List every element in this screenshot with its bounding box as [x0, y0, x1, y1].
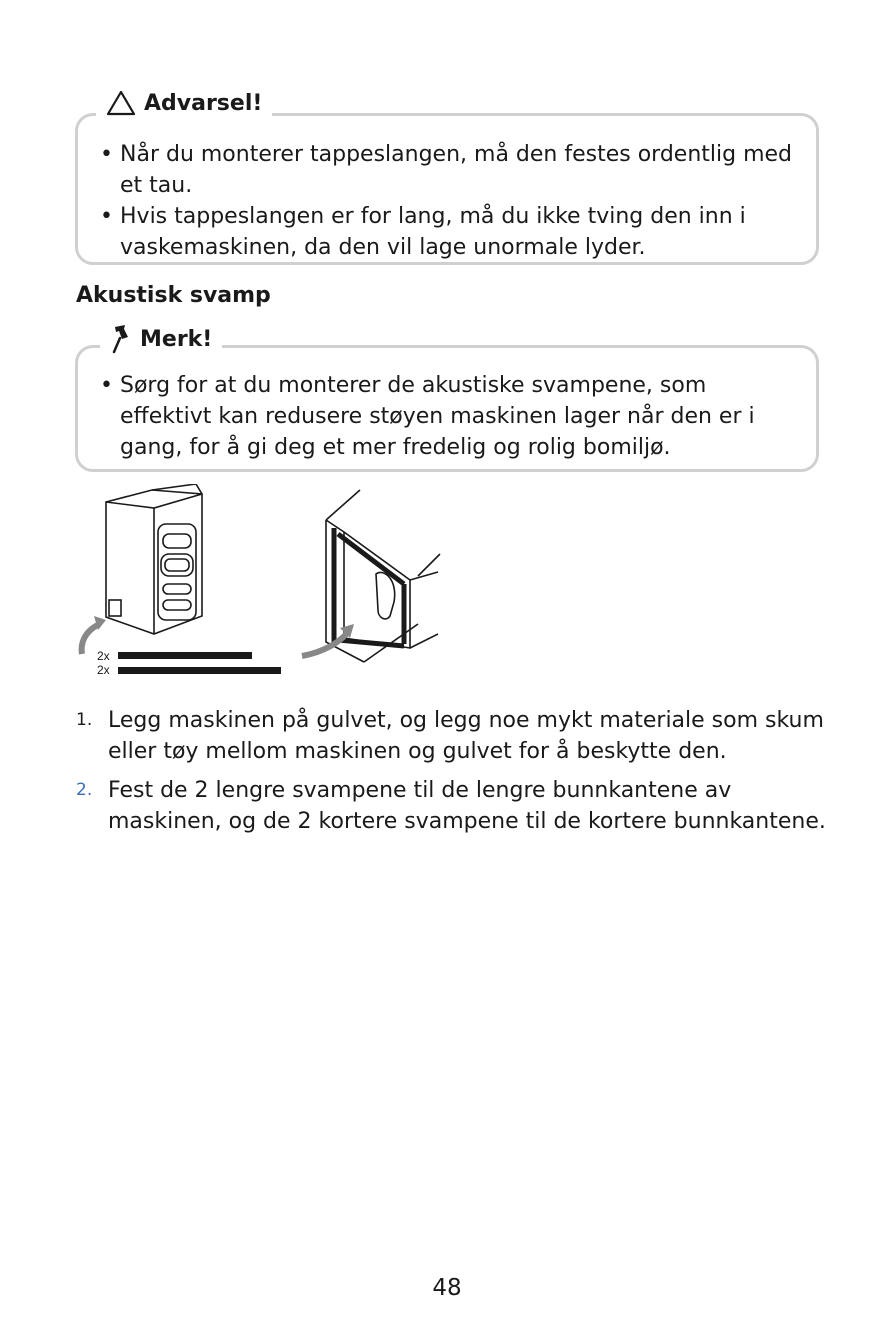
- section-heading: Akustisk svamp: [76, 283, 271, 308]
- warning-list: [98, 139, 802, 263]
- warning-item: • Hvis tappeslangen er for lang, må du ikke tving den inn i vaskemaskinen, da den vil lage unormale lyder.: [98, 201, 802, 263]
- arrow-icon: [302, 632, 348, 656]
- note-title-text: Merk!: [140, 326, 213, 352]
- washing-machine-drawing: [106, 484, 202, 634]
- note-title: [100, 324, 222, 354]
- sponge-installation-illustration: [72, 484, 452, 679]
- warning-title: [96, 90, 272, 116]
- warning-item: • Når du monterer tappeslangen, må den festes ordentlig med et tau.: [98, 139, 802, 201]
- pushpin-icon: [110, 324, 132, 354]
- step-text: Fest de 2 lengre svampene til de lengre bunnkantene av maskinen, og de 2 kortere svampene til de kortere bunnkantene.: [108, 778, 826, 834]
- sponge-strip-short: [118, 652, 252, 659]
- sponge-count-label: 2x: [97, 663, 110, 677]
- note-list: [98, 370, 802, 463]
- step-text: Legg maskinen på gulvet, og legg noe mykt materiale som skum eller tøy mellom maskinen og gulvet for å beskytte den.: [108, 708, 824, 764]
- step-number: 2.: [76, 780, 93, 800]
- warning-triangle-icon: [106, 90, 136, 116]
- step-item: [76, 775, 836, 837]
- note-item: • Sørg for at du monterer de akustiske svampene, som effektivt kan redusere støyen maskinen lager når den er i gang, for å gi deg et mer fredelig og rolig bomiljø.: [98, 370, 802, 463]
- step-item: [76, 705, 836, 767]
- warning-title-text: Advarsel!: [144, 90, 263, 116]
- note-box: [75, 326, 819, 472]
- warning-box: [75, 90, 819, 265]
- step-number: 1.: [76, 710, 93, 730]
- sponge-count-label: 2x: [97, 649, 110, 663]
- page-number: 48: [432, 1275, 462, 1301]
- sponge-strip-long: [118, 667, 281, 674]
- steps-list: [76, 705, 836, 845]
